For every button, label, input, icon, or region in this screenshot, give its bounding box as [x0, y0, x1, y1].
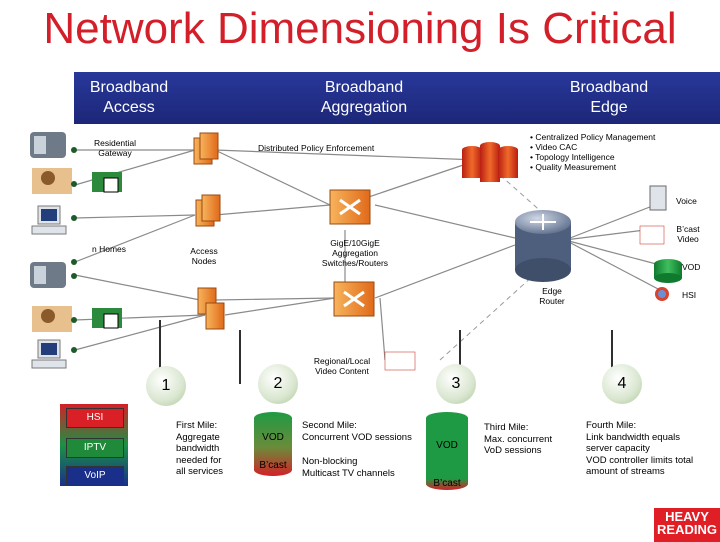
policy-server-stack-icon	[462, 142, 518, 182]
cylinder-2-top-label: VOD	[262, 432, 284, 443]
edge-router-label: Edge Router	[539, 286, 565, 306]
cylinder-2-bottom-label: B’cast	[259, 460, 287, 471]
cylinder-3-bottom-label: B’cast	[433, 478, 461, 489]
vod-server-icon	[654, 259, 682, 283]
mile-1-text: First Mile: Aggregate bandwidth needed for all services	[176, 420, 223, 477]
mile-4-marker: 4	[602, 364, 642, 404]
residential-gateway-label: Residential Gateway	[93, 138, 137, 158]
mile-1-marker: 1	[146, 366, 186, 406]
hsi-globe-icon	[655, 287, 669, 301]
voice-server-icon	[650, 186, 666, 210]
bcast-video-label: B’cast Video	[676, 224, 700, 244]
heavy-reading-logo: HEAVY READING	[654, 508, 720, 542]
service-iptv: IPTV	[66, 438, 124, 458]
regional-video-label: Regional/Local Video Content	[313, 356, 371, 376]
n-homes-label: n Homes	[92, 244, 127, 254]
gige-switches-label: GigE/10GigE Aggregation Switches/Routers	[321, 238, 389, 268]
hsi-label: HSI	[682, 290, 697, 300]
cylinder-3-top-label: VOD	[436, 440, 458, 451]
edge-features-label: • Centralized Policy Management • Video CAC • Topology Intelligence • Quality Measurement	[530, 132, 656, 172]
header-broadband-aggregation: Broadband Aggregation	[320, 79, 408, 116]
mile-3-text: Third Mile: Max. concurrent VoD sessions	[484, 422, 553, 456]
header-broadband-access: Broadband Access	[89, 79, 169, 116]
voice-label: Voice	[676, 196, 697, 206]
mile-2-marker: 2	[258, 364, 298, 404]
distributed-policy-label: Distributed Policy Enforcement	[258, 143, 375, 153]
person-photo-icon	[32, 168, 72, 332]
service-voip: VoIP	[66, 466, 124, 486]
mile-2-text-bottom: Non-blocking Multicast TV channels	[302, 456, 395, 479]
mile-2-text-top: Second Mile: Concurrent VOD sessions	[302, 420, 412, 443]
mile-4-text: Fourth Mile: Link bandwidth equals server capacity VOD controller limits total amount of streams	[586, 420, 694, 477]
edge-router-icon	[515, 210, 571, 282]
mile-3-marker: 3	[436, 364, 476, 404]
slide-title: Network Dimensioning Is Critical	[43, 4, 677, 53]
vod-label: VOD	[682, 262, 701, 272]
segment-header	[74, 72, 720, 124]
header-broadband-edge: Broadband Edge	[569, 79, 649, 116]
service-hsi: HSI	[66, 408, 124, 428]
access-nodes-label: Access Nodes	[190, 246, 218, 266]
